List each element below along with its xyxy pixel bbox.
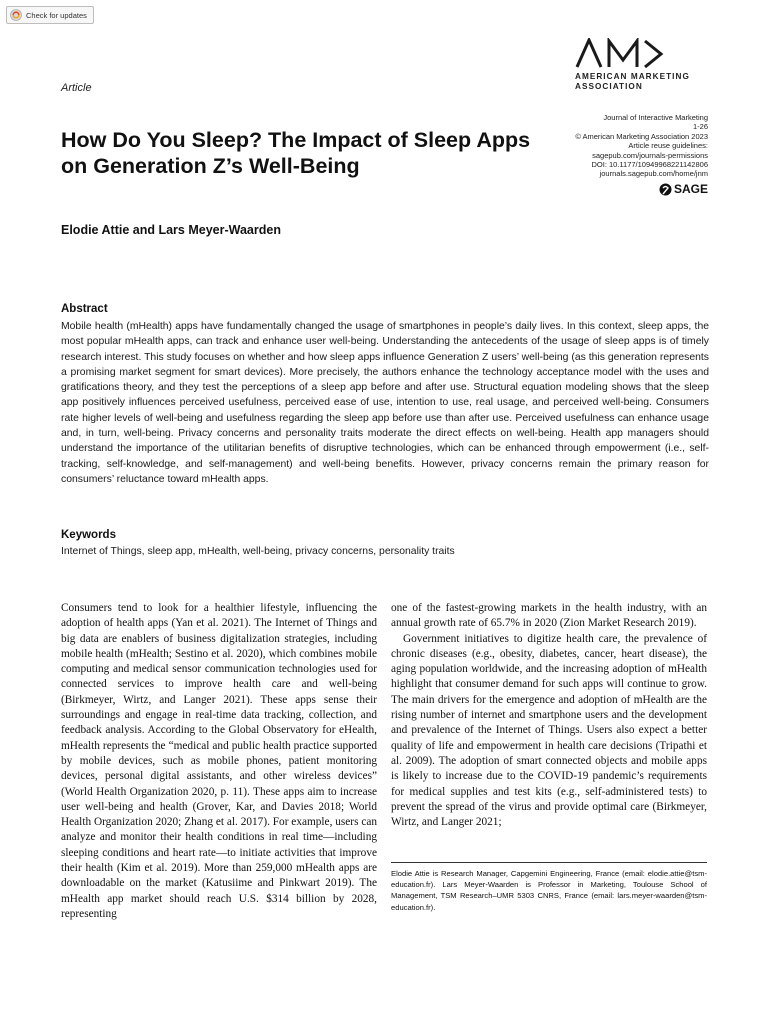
- reuse-guidelines: Article reuse guidelines:: [628, 141, 708, 151]
- journal-name: Journal of Interactive Marketing: [603, 113, 708, 122]
- body-paragraph: one of the fastest-growing markets in the health industry, with an annual growth rate of 65.7% in 2020 (Zion Market Research 2019).: [391, 602, 707, 630]
- journal-doi[interactable]: DOI: 10.1177/10949968221142806: [591, 160, 708, 170]
- sage-logo: [575, 183, 708, 196]
- journal-info: [575, 113, 708, 196]
- publisher-name-line1: AMERICAN MARKETING: [575, 72, 690, 81]
- sage-logo-icon: [659, 183, 672, 196]
- authors: Elodie Attie and Lars Meyer-Waarden: [61, 223, 281, 237]
- check-for-updates-icon: [10, 9, 22, 21]
- journal-copyright: © American Marketing Association 2023: [575, 131, 708, 141]
- publisher-name: [575, 72, 710, 92]
- abstract-text: Mobile health (mHealth) apps have fundamentally changed the usage of smartphones in people’s daily lives. In this context, sleep apps, the most popular mHealth apps, can track and enhance user well-being. Understanding the antecedents of the usage of sleep apps is of timely research interest. This study focuses on whether and how sleep apps influence Generation Z users’ well-being (as this generation represents a promising market segment for smart devices). More precisely, the authors enhance the technology acceptance model with the uses and gratifications theory, and they test the perceptions of a sleep app before and after use. Structural equation modeling shows that the sleep app positively influences perceived usefulness, perceived ease of use, intention to use, real usage, and perceived well-being. Consumers rate higher levels of well-being and usefulness regarding the sleep app before use than after use. Perceived usefulness can enhance usage and, in turn, well-being. Privacy concerns and personality traits moderate the direct effects on well-being. Health app managers should understand the importance of the utilitarian benefits of disruptive technologies, which can be enhanced through empowerment (i.e., self-tracking, self-knowledge, and self-management) and well-being benefits. However, privacy concerns remain the primary reason for consumers’ reluctance toward mHealth apps.: [61, 321, 709, 485]
- publisher-name-line2: ASSOCIATION: [575, 82, 643, 91]
- ama-logo: [575, 38, 710, 92]
- journal-pages: 1-26: [692, 122, 708, 132]
- body-column-left: [61, 601, 377, 922]
- paper-title: How Do You Sleep? The Impact of Sleep Apps on Generation Z’s Well-Being: [61, 128, 531, 178]
- journal-url[interactable]: journals.sagepub.com/home/jnm: [599, 169, 708, 179]
- abstract-heading: Abstract: [61, 303, 108, 315]
- sage-logo-text: SAGE: [673, 181, 708, 196]
- body-paragraph: Government initiatives to digitize health care, the prevalence of chronic diseases (e.g., obesity, diabetes, cancer, heart disease), the aging population worldwide, and the increasing adoption of mHealth highlight that consumer demand for such apps will continue to grow. The main drivers for the emergence and adoption of mHealth are the rising number of internet and smartphone users and the development and prevalence of the Internet of Things. Users also expect a better quality of life and empowerment in health care decisions (Tripathi et al. 2009). The adoption of smart connected objects and mobile apps is likely to increase due to the COVID-19 pandemic’s requirements for medical supplies and test kits (e.g., self-administered tests) to prevent the spread of the virus and provide optimal care (Birkmeyer, Wirtz, and Langer 2021;: [391, 632, 707, 829]
- footnote-divider: [391, 862, 707, 863]
- author-footnote: Elodie Attie is Research Manager, Capgemini Engineering, France (email: elodie.attie@tsm-education.fr). Lars Meyer-Waarden is Professor in Marketing, Toulouse School of Management, TSM Research–UMR 5303 CNRS, France (email: lars.meyer-waarden@tsm-education.fr).: [391, 869, 707, 912]
- body-column-right: [391, 601, 707, 830]
- body-paragraph: Consumers tend to look for a healthier lifestyle, influencing the adoption of health apps (Yan et al. 2021). The Internet of Things and big data are enablers of business digitalization strategies, including mobile health (mHealth; Sestino et al. 2020), which combines mobile computing and medical sensor communication technologies used for connected services to improve health care and well-being (Birkmeyer, Wirtz, and Langer 2021). These apps sense their surroundings and engage in real-time data tracking, collection, and feedback analysis. According to the Global Observatory for eHealth, mHealth represents the “medical and public health practice supported by mobile devices, such as mobile phones, patient monitoring devices, personal digital assistants, and other wireless devices” (World Health Organization 2020, p. 11). These apps aim to increase user well-being and health (Grover, Kar, and Davies 2018; World Health Organization 2020; Zhang et al. 2017). For example, users can analyze and monitor their health conditions in real time—including sleeping conditions and heart rate—to initiate activities that improve their health (Kim et al. 2019). More than 259,000 mHealth apps are downloadable on the market (Katusiime and Pinkwart 2019). The mHealth app market should reach U.S. $314 billion by 2028, representing: [61, 602, 377, 920]
- ama-logo-mark-icon: [575, 38, 665, 68]
- check-for-updates-label: Check for updates: [26, 10, 87, 20]
- article-type: Article: [61, 82, 92, 94]
- check-for-updates-button[interactable]: [6, 6, 94, 24]
- reuse-guidelines-link[interactable]: sagepub.com/journals-permissions: [592, 150, 708, 160]
- keywords-text: Internet of Things, sleep app, mHealth, well-being, privacy concerns, personality traits: [61, 546, 455, 557]
- keywords-heading: Keywords: [61, 529, 116, 541]
